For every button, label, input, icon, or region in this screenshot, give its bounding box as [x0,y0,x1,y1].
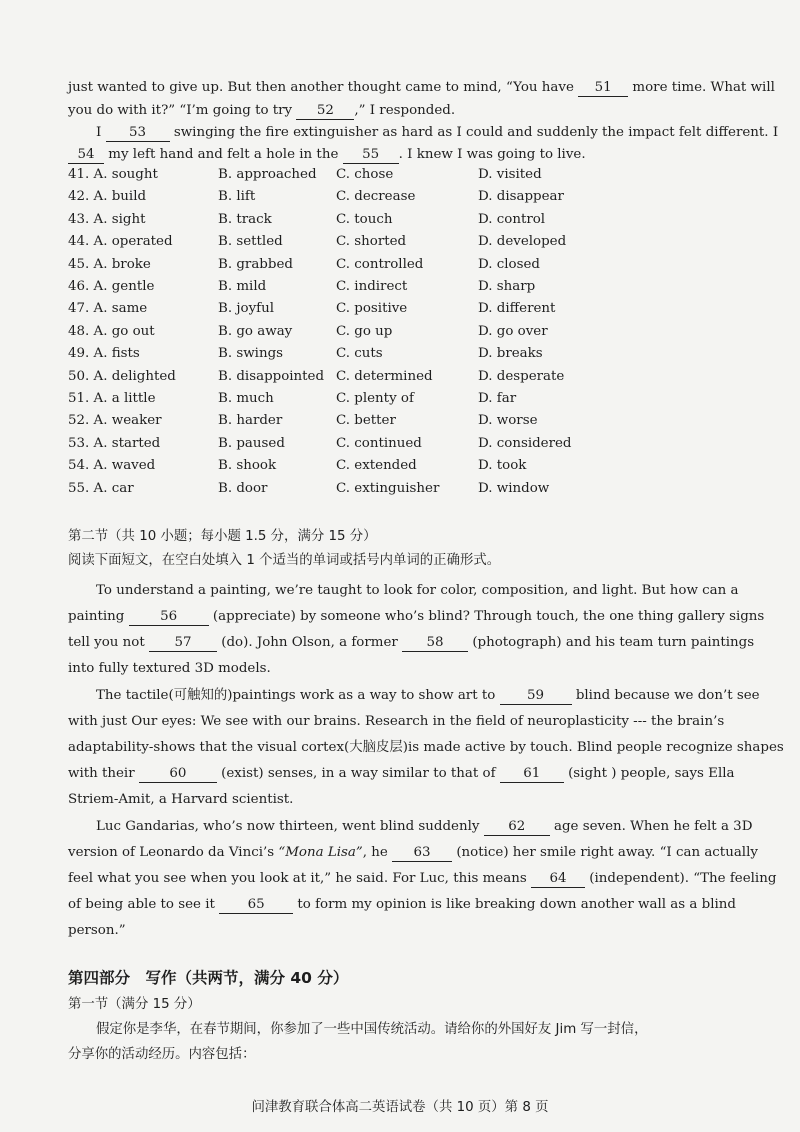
blank-51: 51 [578,81,628,97]
option-row [68,234,688,252]
option-a: 55. A. car [68,480,134,496]
option-b: B. disappointed [218,368,325,384]
blank-57: 57 [149,636,217,652]
option-d: D. far [478,391,517,406]
option-c: C. extended [336,458,417,474]
passage-line-2: you do with it?” “I’m going to try 52 ,” I responded. [68,103,456,118]
option-b: B. shook [218,458,277,474]
option-b: B. harder [218,413,283,429]
option-row [68,413,688,431]
s2-p3-line-2: version of Leonardo da Vinci’s “Mona Lisa”, he 63 (notice) her smile right away. “I can actually [68,845,758,860]
option-row [68,436,688,454]
section2-header: 第二节（共 10 小题；每小题 1.5 分，满分 15 分） [68,529,377,544]
option-b: B. door [218,480,268,496]
option-b: B. mild [218,279,267,294]
option-row [68,481,688,499]
option-a: 45. A. broke [68,256,151,272]
option-row [68,391,688,409]
part4-line-1: 假定你是李华，在春节期间，你参加了一些中国传统活动。请给你的外国好友 Jim 写一封信， [96,1022,648,1037]
option-d: D. took [478,458,527,474]
option-c: C. plenty of [336,391,414,406]
option-a: 51. A. a little [68,391,156,406]
passage-line-3: I 53 swinging the fire extinguisher as hard as I could and suddenly the impact felt different. I [96,125,779,140]
passage-line-1: just wanted to give up. But then another thought came to mind, “You have 51 more time. What will [68,80,775,95]
blank-58: 58 [402,636,468,652]
option-c: C. cuts [336,346,383,362]
s2-p3-line-5: person.” [68,923,126,938]
option-d: D. worse [478,413,538,429]
option-c: C. extinguisher [336,480,440,496]
blank-65: 65 [219,898,293,914]
option-a: 49. A. fists [68,346,140,362]
option-d: D. go over [478,323,548,339]
option-row [68,212,688,230]
option-b: B. grabbed [218,256,293,272]
blank-54: 54 [68,148,104,164]
option-c: C. controlled [336,256,424,272]
option-d: D. different [478,301,556,317]
option-a: 53. A. started [68,435,161,451]
blank-52: 52 [296,104,354,120]
option-d: D. closed [478,256,540,272]
option-d: D. control [478,211,546,227]
option-a: 46. A. gentle [68,279,155,294]
page-footer: 问津教育联合体高二英语试卷（共 10 页）第 8 页 [251,1100,549,1115]
blank-61: 61 [500,767,564,783]
option-a: 48. A. go out [68,323,155,339]
option-row [68,346,688,364]
option-d: D. considered [478,435,572,451]
option-row [68,324,688,342]
option-row [68,369,688,387]
option-d: D. window [478,480,550,496]
blank-63: 63 [392,846,452,862]
option-c: C. determined [336,368,433,384]
part4-title: 第四部分 写作（共两节，满分 40 分） [68,969,349,987]
blank-53: 53 [106,126,170,142]
part4-line-2: 分享你的活动经历。内容包括： [68,1047,256,1062]
option-a: 43. A. sight [68,211,146,227]
option-c: C. go up [336,323,393,339]
s2-p3-line-4: of being able to see it 65 to form my opinion is like breaking down another wall as a blind [68,897,736,912]
section2-instruction: 阅读下面短文，在空白处填入 1 个适当的单词或括号内单词的正确形式。 [68,553,501,568]
option-a: 47. A. same [68,301,148,317]
option-a: 42. A. build [68,189,147,205]
s2-p1-line-2: painting 56 (appreciate) by someone who’s blind? Through touch, the one thing gallery signs [68,609,765,624]
blank-56: 56 [129,610,209,626]
option-c: C. shorted [336,234,407,250]
option-c: C. positive [336,301,408,317]
option-b: B. lift [218,189,256,205]
option-d: D. disappear [478,189,564,205]
s2-p1-line-1: To understand a painting, we’re taught to look for color, composition, and light. But how can a [96,583,739,598]
s2-p1-line-4: into fully textured 3D models. [68,661,271,676]
s2-p2-line-5: Striem-Amit, a Harvard scientist. [68,792,294,807]
option-c: C. decrease [336,189,416,205]
option-row [68,189,688,207]
option-a: 44. A. operated [68,234,173,250]
s2-p2-line-4: with their 60 (exist) senses, in a way similar to that of 61 (sight ) people, says Ella [68,766,735,781]
passage-line-4: 54 my left hand and felt a hole in the 55 . I knew I was going to live. [68,147,586,164]
option-d: D. sharp [478,279,536,294]
blank-64: 64 [531,872,585,888]
s2-p2-line-3: adaptability-shows that the visual cortex(大脑皮层)is made active by touch. Blind people recognize shapes [68,740,784,755]
part4-subtitle: 第一节（满分 15 分） [68,997,201,1012]
option-d: D. developed [478,234,567,250]
option-c: C. continued [336,435,422,451]
option-c: C. touch [336,211,393,227]
blank-55: 55 [343,148,399,164]
option-a: 50. A. delighted [68,368,176,384]
option-a: 41. A. sought [68,167,158,182]
option-b: B. joyful [218,301,274,317]
option-b: B. settled [218,234,283,250]
option-b: B. paused [218,435,285,451]
option-row [68,257,688,275]
option-a: 54. A. waved [68,458,156,474]
option-a: 52. A. weaker [68,413,162,429]
s2-p3-line-3: feel what you see when you look at it,” he said. For Luc, this means 64 (independent). “The feeling [68,871,777,886]
s2-p3-line-1: Luc Gandarias, who’s now thirteen, went blind suddenly 62 age seven. When he felt a 3D [96,819,753,834]
option-c: C. better [336,413,396,429]
option-d: D. breaks [478,346,543,362]
s2-p2-line-2: with just Our eyes: We see with our brains. Research in the field of neuroplasticity --- the brain’s [68,714,725,729]
s2-p2-line-1: The tactile(可触知的)paintings work as a way to show art to 59 blind because we don’t see [96,688,760,703]
option-c: C. chose [336,167,394,182]
option-d: D. visited [478,167,542,182]
blank-59: 59 [500,689,572,705]
option-b: B. much [218,391,274,406]
option-b: B. go away [218,323,293,339]
option-row [68,301,688,319]
option-b: B. approached [218,167,317,182]
option-d: D. desperate [478,368,565,384]
s2-p1-line-3: tell you not 57 (do). John Olson, a former 58 (photograph) and his team turn paintings [68,635,755,650]
option-row [68,458,688,476]
option-row [68,167,688,185]
option-b: B. track [218,211,272,227]
option-b: B. swings [218,346,284,362]
option-c: C. indirect [336,279,408,294]
blank-62: 62 [484,820,550,836]
blank-60: 60 [139,767,217,783]
option-row [68,279,688,297]
